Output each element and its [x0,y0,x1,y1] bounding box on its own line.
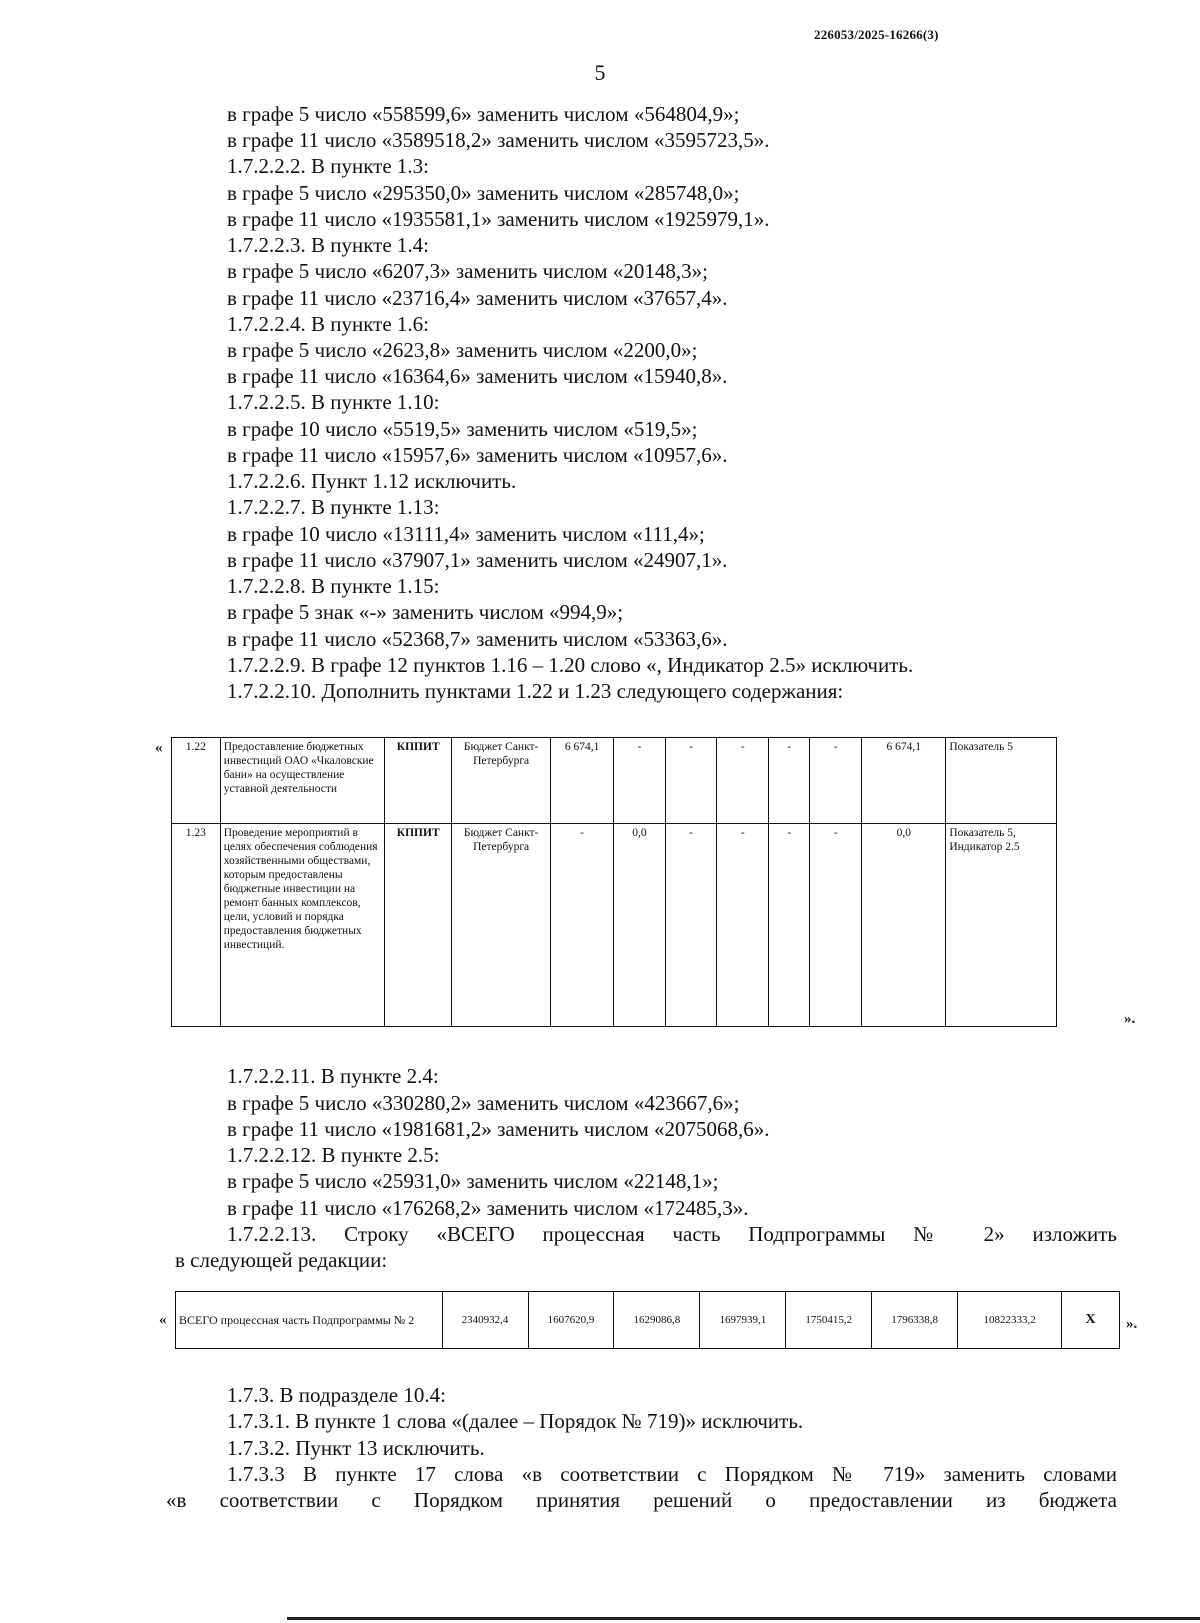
row-year-value: - [717,824,769,1027]
table-row [172,738,1057,824]
text-line: 1.7.2.2.7. В пункте 1.13: [227,495,440,519]
text-line: в графе 10 число «13111,4» заменить числом «111,4»; [227,522,705,546]
total-value: 2340932,4 [442,1292,528,1349]
total-row-table [175,1291,1120,1349]
row-year-value: - [810,824,862,1027]
row-executor: КППИТ [385,824,452,1027]
table-row [172,824,1057,1027]
row-year-value: 0,0 [614,824,665,1027]
text-line: 1.7.2.2.10. Дополнить пунктами 1.22 и 1.23 следующего содержания: [227,679,844,703]
row-executor: КППИТ [385,738,452,824]
close-quote: ». [1124,1011,1136,1027]
row-year-value: - [717,738,769,824]
row-year-value: - [769,824,810,1027]
row-year-value: - [665,824,717,1027]
text-line: в графе 5 число «6207,3» заменить числом «20148,3»; [227,259,708,283]
total-label: ВСЕГО процессная часть Подпрограммы № 2 [176,1292,443,1349]
text-line: 1.7.2.2.3. В пункте 1.4: [227,233,429,257]
row-year-value: - [810,738,862,824]
text-line: в графе 11 число «37907,1» заменить числом «24907,1». [227,548,728,572]
text-line: в графе 5 число «25931,0» заменить числом «22148,1»; [227,1169,719,1193]
text-line: 1.7.3.2. Пункт 13 исключить. [227,1436,485,1460]
text-line: в графе 11 число «16364,6» заменить числом «15940,8». [227,364,728,388]
total-value: 10822333,2 [958,1292,1062,1349]
text-line: 1.7.3. В подразделе 10.4: [227,1383,446,1407]
row-total: 6 674,1 [862,738,946,824]
text-line: 1.7.2.2.2. В пункте 1.3: [227,154,429,178]
row-source: Бюджет Санкт-Петербурга [452,824,551,1027]
text-line: 1.7.2.2.11. В пункте 2.4: [227,1064,439,1088]
text-line: 1.7.2.2.4. В пункте 1.6: [227,312,429,336]
total-value: 1607620,9 [528,1292,614,1349]
row-year-value: - [614,738,665,824]
row-name: Проведение мероприятий в целях обеспечения соблюдения хозяйственными обществами, которым предоставлены бюджетные инвестиции на ремонт банных комплексов, цели, условий и порядка предоставления бюджетных инвестиций. [220,824,384,1027]
text-line: «в соответствии с Порядком принятия решений о предоставлении из бюджета [166,1488,1117,1512]
document-number: 226053/2025-16266(3) [814,27,939,42]
text-line: 1.7.3.3 В пункте 17 слова «в соответствии с Порядком № 719» заменить словами [227,1462,1117,1486]
row-name: Предоставление бюджетных инвестиций ОАО «Чкаловские бани» на осуществление уставной деятельности [220,738,384,824]
inserted-rows-table [171,737,1057,1027]
close-quote: ». [1126,1316,1138,1332]
text-line: 1.7.2.2.9. В графе 12 пунктов 1.16 – 1.20 слово «, Индикатор 2.5» исключить. [227,653,914,677]
text-line: в следующей редакции: [175,1248,388,1272]
row-number: 1.22 [172,738,221,824]
text-line: в графе 11 число «3589518,2» заменить числом «3595723,5». [227,128,770,152]
text-line: в графе 5 число «295350,0» заменить числом «285748,0»; [227,181,740,205]
text-line: в графе 11 число «176268,2» заменить числом «172485,3». [227,1196,749,1220]
row-total: 0,0 [862,824,946,1027]
open-quote: « [155,740,163,756]
open-quote: « [159,1312,167,1328]
page-number: 5 [594,60,606,85]
text-line: 1.7.2.2.12. В пункте 2.5: [227,1143,440,1167]
text-line: в графе 10 число «5519,5» заменить числом «519,5»; [227,417,698,441]
row-year-value: - [550,824,613,1027]
text-line: в графе 11 число «52368,7» заменить числом «53363,6». [227,627,728,651]
total-value: 1750415,2 [786,1292,872,1349]
row-indicator: Показатель 5, Индикатор 2.5 [946,824,1057,1027]
text-line: в графе 11 число «1981681,2» заменить числом «2075068,6». [227,1117,770,1141]
total-value: 1796338,8 [872,1292,958,1349]
text-line: в графе 11 число «23716,4» заменить числом «37657,4». [227,286,728,310]
row-indicator: Показатель 5 [946,738,1057,824]
row-year-value: - [665,738,717,824]
table-row [176,1292,1120,1349]
text-line: 1.7.2.2.8. В пункте 1.15: [227,574,440,598]
text-line: в графе 5 число «330280,2» заменить числом «423667,6»; [227,1091,740,1115]
text-line: в графе 5 число «558599,6» заменить числом «564804,9»; [227,102,740,126]
text-line: в графе 5 знак «-» заменить числом «994,9»; [227,600,624,624]
text-line: 1.7.2.2.5. В пункте 1.10: [227,390,440,414]
text-line: в графе 11 число «15957,6» заменить числом «10957,6». [227,443,728,467]
text-line: в графе 5 число «2623,8» заменить числом «2200,0»; [227,338,698,362]
total-last-cell: Х [1062,1292,1120,1349]
total-value: 1697939,1 [700,1292,786,1349]
row-year-value: - [769,738,810,824]
row-number: 1.23 [172,824,221,1027]
text-line: 1.7.2.2.6. Пункт 1.12 исключить. [227,469,517,493]
row-year-value: 6 674,1 [550,738,613,824]
text-line: в графе 11 число «1935581,1» заменить числом «1925979,1». [227,207,770,231]
scan-edge-line [287,1617,1200,1620]
row-source: Бюджет Санкт-Петербурга [452,738,551,824]
text-line: 1.7.2.2.13. Строку «ВСЕГО процессная часть Подпрограммы № 2» изложить [227,1222,1117,1246]
total-value: 1629086,8 [614,1292,700,1349]
text-line: 1.7.3.1. В пункте 1 слова «(далее – Порядок № 719)» исключить. [227,1409,804,1433]
